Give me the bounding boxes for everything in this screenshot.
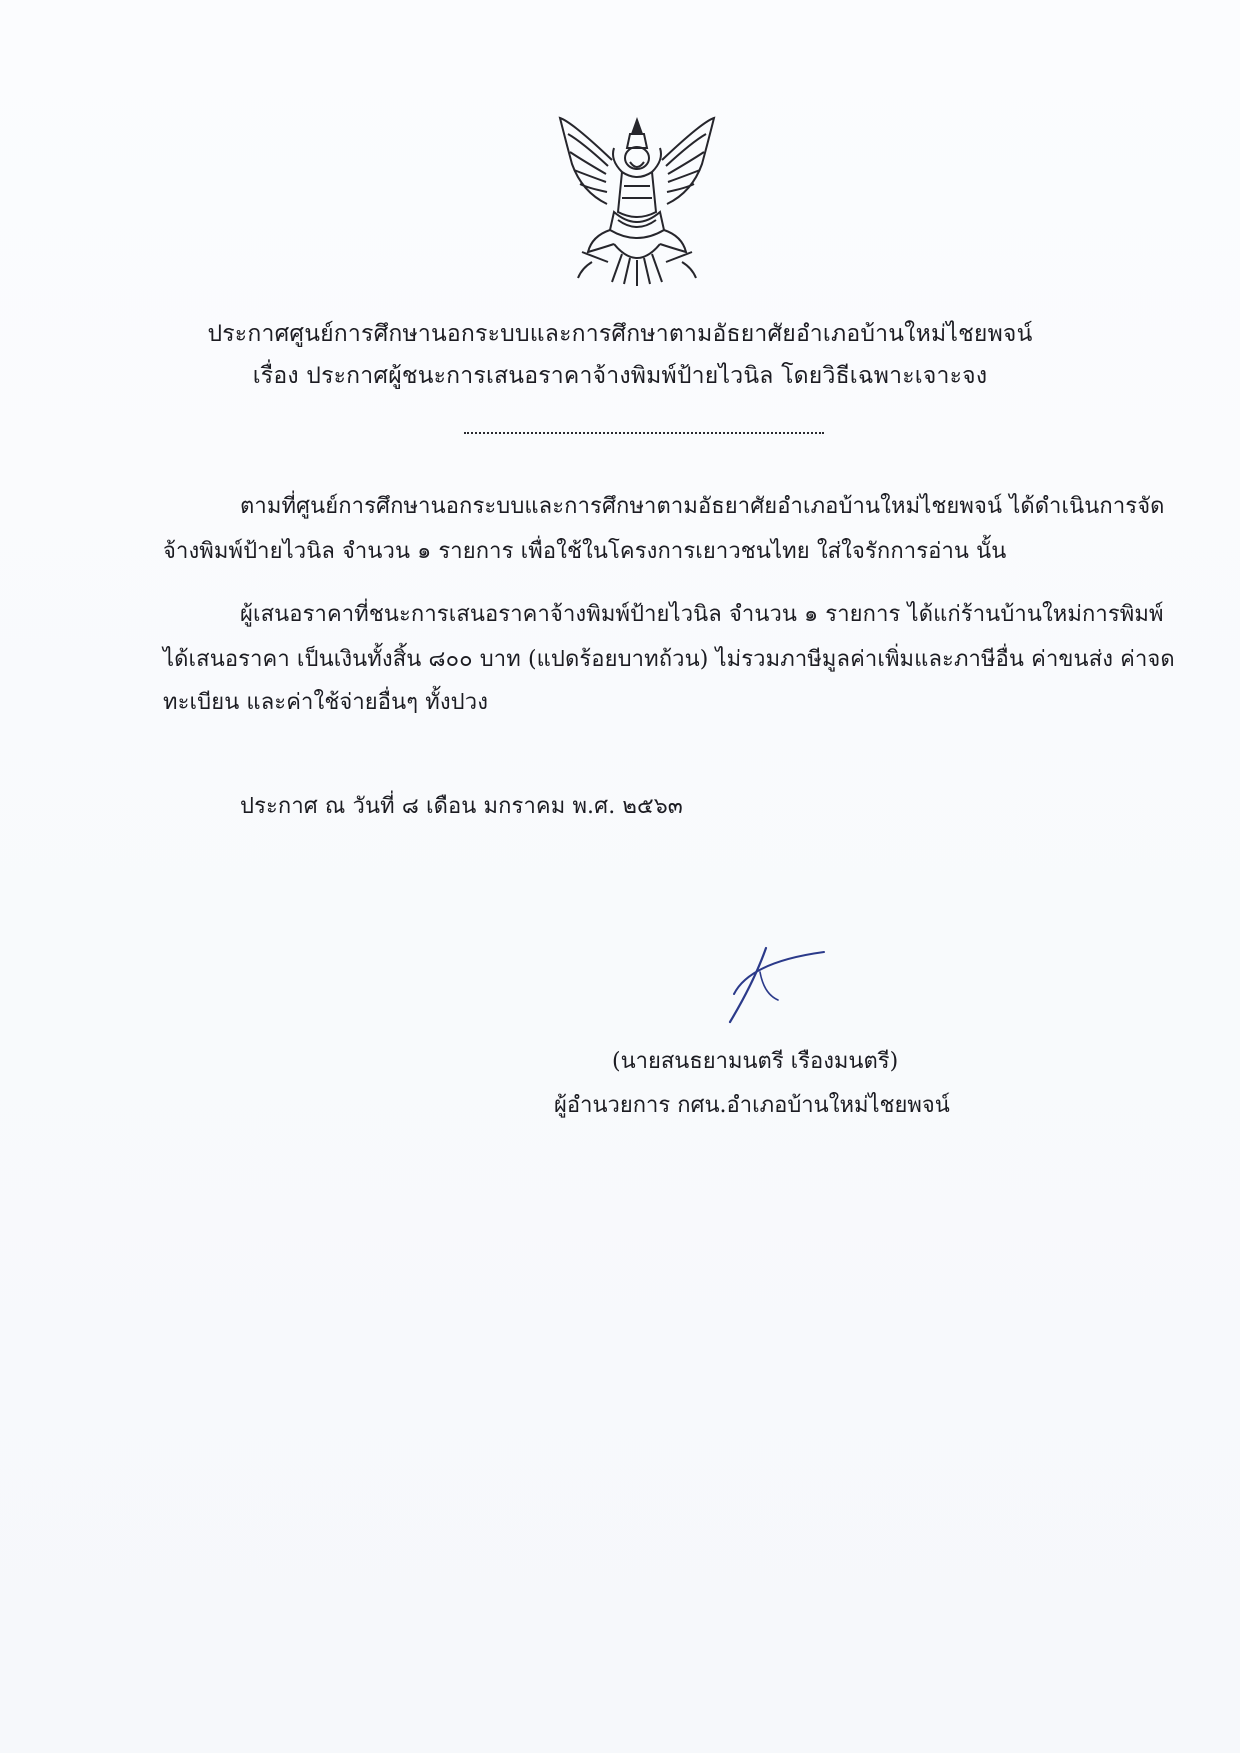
paragraph-2-line-1: ผู้เสนอราคาที่ชนะการเสนอราคาจ้างพิมพ์ป้ายไวนิล จำนวน ๑ รายการ ได้แก่ร้านบ้านใหม่การพิมพ์ bbox=[240, 602, 1164, 627]
paragraph-2-line-3: ทะเบียน และค่าใช้จ่ายอื่นๆ ทั้งปวง bbox=[163, 690, 489, 715]
paragraph-2-line-2: ได้เสนอราคา เป็นเงินทั้งสิ้น ๘๐๐ บาท (แปดร้อยบาทถ้วน) ไม่รวมภาษีมูลค่าเพิ่มและภาษีอื่น ค่าขนส่ง ค่าจด bbox=[163, 647, 1175, 672]
garuda-emblem-icon bbox=[552, 112, 722, 287]
signatory-name: (นายสนธยามนตรี เรืองมนตรี) bbox=[612, 1049, 899, 1074]
announcement-date: ประกาศ ณ วันที่ ๘ เดือน มกราคม พ.ศ. ๒๕๖๓ bbox=[240, 794, 683, 819]
dotted-divider bbox=[464, 432, 824, 434]
announcement-title: ประกาศศูนย์การศึกษานอกระบบและการศึกษาตามอัธยาศัยอำเภอบ้านใหม่ไชยพจน์ bbox=[207, 321, 1033, 347]
signatory-position: ผู้อำนวยการ กศน.อำเภอบ้านใหม่ไชยพจน์ bbox=[554, 1093, 950, 1118]
paragraph-1-line-1: ตามที่ศูนย์การศึกษานอกระบบและการศึกษาตามอัธยาศัยอำเภอบ้านใหม่ไชยพจน์ ได้ดำเนินการจัด bbox=[240, 494, 1165, 519]
handwritten-signature bbox=[720, 942, 830, 1027]
announcement-subject: เรื่อง ประกาศผู้ชนะการเสนอราคาจ้างพิมพ์ป้ายไวนิล โดยวิธีเฉพาะเจาะจง bbox=[252, 363, 988, 389]
paragraph-1-line-2: จ้างพิมพ์ป้ายไวนิล จำนวน ๑ รายการ เพื่อใช้ในโครงการเยาวชนไทย ใส่ใจรักการอ่าน นั้น bbox=[163, 539, 1007, 564]
